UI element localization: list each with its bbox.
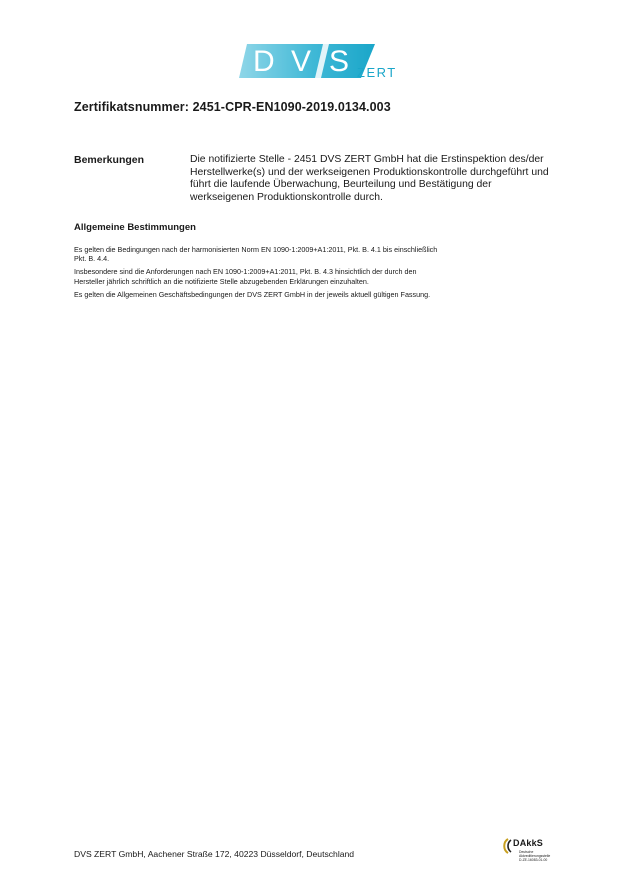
remarks-text: [190, 154, 550, 204]
provision-line: Insbesondere sind die Anforderungen nach EN 1090-1:2009+A1:2011, Pkt. B. 4.3 hinsichtlich der durch den: [74, 267, 417, 277]
dakks-line: D-ZE-16083-01-00: [519, 858, 548, 862]
footer-address: DVS ZERT GmbH, Aachener Straße 172, 40223 Düsseldorf, Deutschland: [74, 849, 355, 859]
remarks-line: Die notifizierte Stelle - 2451 DVS ZERT GmbH hat die Erstinspektion des/der: [190, 154, 544, 165]
dakks-name: DAkkS: [513, 838, 544, 848]
general-provisions-heading: Allgemeine Bestimmungen: [74, 222, 196, 233]
provision-line: Es gelten die Bedingungen nach der harmonisierten Norm EN 1090-1:2009+A1:2011, Pkt. B. 4.1 bis einschließlich: [74, 245, 438, 254]
logo-letter-d: D: [253, 45, 275, 78]
provision-paragraph: [74, 245, 524, 264]
provision-line: Pkt. B. 4.4.: [74, 254, 110, 264]
remarks-label: Bemerkungen: [74, 154, 145, 166]
provision-line: Es gelten die Allgemeinen Geschäftsbedingungen der DVS ZERT GmbH in der jeweils aktuell gültigen Fassung.: [74, 289, 431, 299]
remarks-line: werkseigenen Produktionskontrolle durch.: [190, 191, 383, 203]
dakks-accreditation-mark: [502, 836, 582, 866]
provision-paragraph: [74, 267, 524, 286]
dakks-line: Akkreditierungsstelle: [519, 854, 551, 858]
remarks-line: Herstellwerke(s) und der werkseigenen Produktionskontrolle durchgeführt und: [190, 166, 549, 178]
provision-paragraph: [74, 290, 524, 299]
dvs-zert-logo: [239, 38, 409, 86]
dvs-logo-graphic: [239, 38, 409, 86]
logo-letter-v: V: [291, 45, 312, 78]
provision-line: Hersteller jährlich schriftlich an die notifizierte Stelle abzugebenden Erklärungen einzuhalten.: [74, 276, 369, 286]
remarks-line: führt die laufende Überwachung, Beurteilung und Bestätigung der: [190, 179, 492, 191]
dakks-emblem-icon: [502, 838, 512, 854]
certificate-number: Zertifikatsnummer: 2451-CPR-EN1090-2019.0134.003: [74, 100, 391, 114]
logo-letter-s: S: [329, 45, 350, 78]
general-provisions-body: [74, 245, 524, 303]
dakks-line: Deutsche: [519, 850, 534, 854]
logo-suffix-zert: ZERT: [357, 65, 397, 80]
